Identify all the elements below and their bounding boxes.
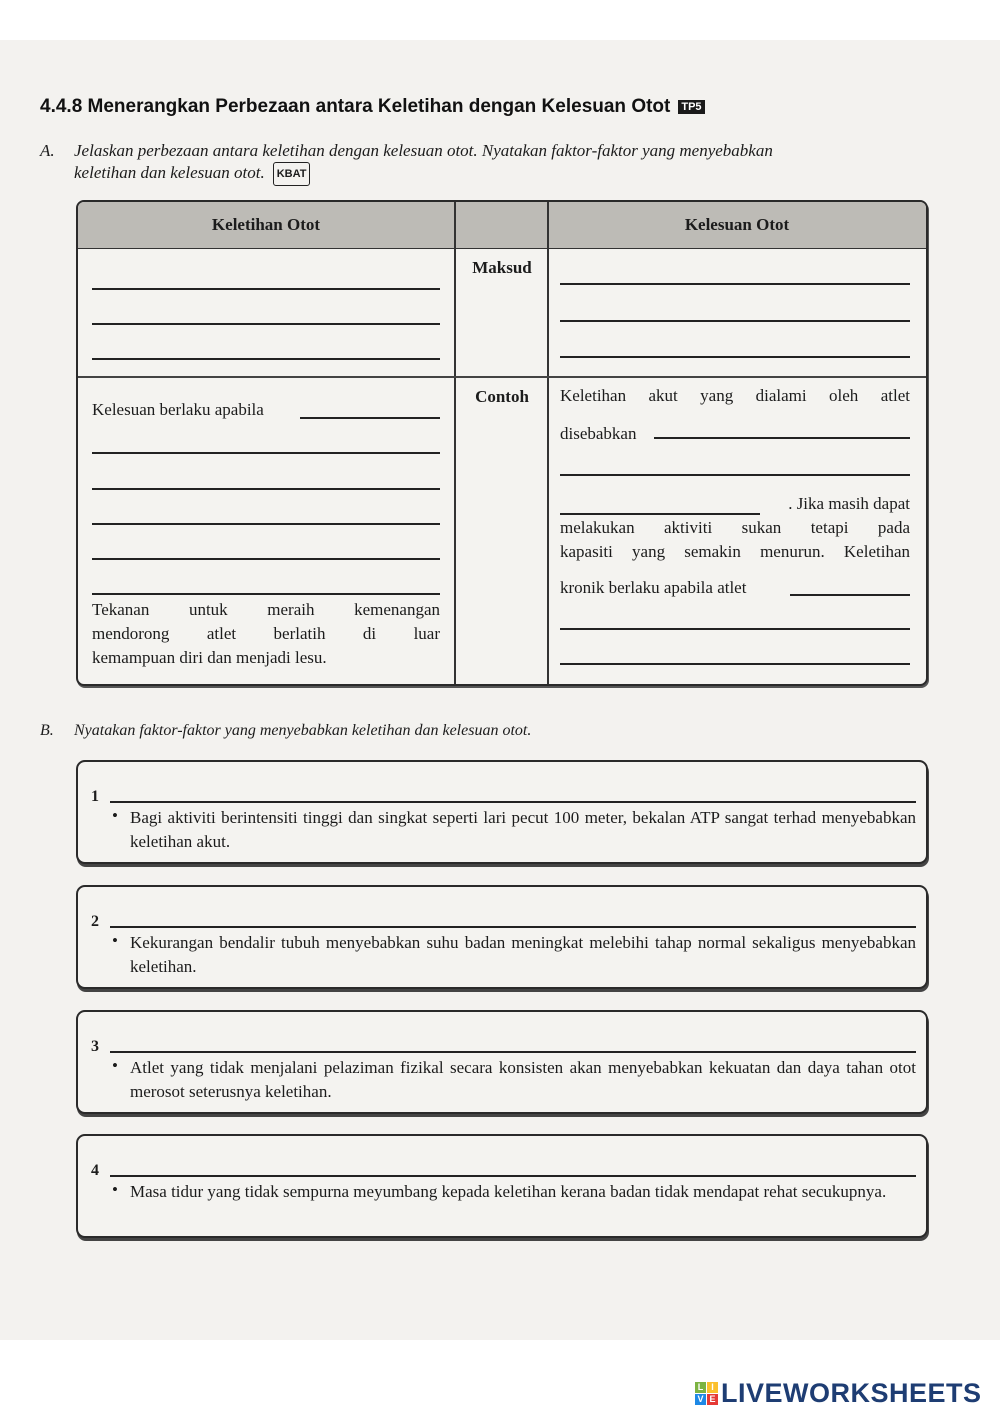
factor-box-3: [76, 1010, 928, 1114]
answer-line-maksud-keletihan-1[interactable]: [92, 288, 440, 290]
bullet-icon: •: [112, 1180, 118, 1199]
factor-number: 4: [91, 1162, 99, 1179]
answer-line-maksud-kelesuan-1[interactable]: [560, 283, 910, 285]
factor-hint: Bagi aktiviti berintensiti tinggi dan singkat seperti lari pecut 100 meter, bekalan ATP sangat terhad menyebabkan keletihan akut.: [130, 808, 916, 851]
factor-hint: Atlet yang tidak menjalani pelaziman fizikal secara konsisten akan menyebabkan kekuatan dan daya tahan otot merosot seterusnya keletihan.: [130, 1058, 916, 1101]
keletihan-text-3: . Jika masih dapat: [788, 494, 910, 513]
row-label-contoh: Contoh: [475, 387, 529, 406]
factor-box-1: [76, 760, 928, 864]
answer-line-kelesuan-3[interactable]: [92, 488, 440, 490]
answer-line-factor-1[interactable]: [110, 801, 916, 803]
answer-line-maksud-keletihan-3[interactable]: [92, 358, 440, 360]
answer-line-maksud-kelesuan-3[interactable]: [560, 356, 910, 358]
section-b-instruction: [40, 722, 531, 740]
section-b-label: B.: [40, 722, 54, 739]
kelesuan-example-2: mendorong atlet berlatih di luar: [92, 624, 440, 643]
keletihan-text-4: melakukan aktiviti sukan tetapi pada: [560, 518, 910, 537]
header-kelesuan-otot: Kelesuan Otot: [684, 215, 790, 234]
answer-line-factor-3[interactable]: [110, 1051, 916, 1053]
factor-hint: Kekurangan bendalir tubuh menyebabkan suhu badan meningkat melebihi tahap normal sekaligus menyebabkan keletihan.: [130, 933, 916, 976]
header-keletihan-otot: Keletihan Otot: [211, 215, 321, 234]
section-a-text-1: Jelaskan perbezaan antara keletihan dengan kelesuan otot. Nyatakan faktor-faktor yang menyebabkan: [74, 141, 773, 160]
keletihan-text-6: kronik berlaku apabila atlet: [560, 578, 747, 597]
keletihan-text-1: Keletihan akut yang dialami oleh atlet: [560, 386, 910, 405]
kelesuan-example-3: kemampuan diri dan menjadi lesu.: [92, 648, 327, 667]
factor-box-4: [76, 1134, 928, 1238]
factor-hint: Masa tidur yang tidak sempurna meyumbang kepada keletihan kerana badan tidak mendapat rehat secukupnya.: [130, 1182, 887, 1201]
answer-line-keletihan-6[interactable]: [560, 663, 910, 665]
worksheet-title: [40, 96, 705, 118]
answer-line-kelesuan-5[interactable]: [92, 558, 440, 560]
keletihan-text-2: disebabkan: [560, 424, 637, 443]
answer-line-keletihan-2[interactable]: [560, 474, 910, 476]
factor-number: 2: [91, 913, 99, 930]
bullet-icon: •: [112, 931, 118, 950]
answer-line-keletihan-4[interactable]: [790, 594, 910, 596]
title-text: 4.4.8 Menerangkan Perbezaan antara Keletihan dengan Kelesuan Otot: [40, 96, 671, 117]
kelesuan-example-1: Tekanan untuk meraih kemenangan: [92, 600, 440, 619]
factor-number: 1: [91, 788, 99, 805]
answer-line-keletihan-1[interactable]: [654, 437, 910, 439]
liveworksheets-logo[interactable]: [695, 1378, 982, 1408]
answer-line-factor-2[interactable]: [110, 926, 916, 928]
row-label-maksud: Maksud: [472, 258, 532, 277]
keletihan-text-5: kapasiti yang semakin menurun. Keletihan: [560, 542, 910, 561]
answer-line-kelesuan-1[interactable]: [300, 417, 440, 419]
section-b-text: Nyatakan faktor-faktor yang menyebabkan keletihan dan kelesuan otot.: [74, 722, 532, 739]
answer-line-maksud-keletihan-2[interactable]: [92, 323, 440, 325]
answer-line-factor-4[interactable]: [110, 1175, 916, 1177]
answer-line-kelesuan-6[interactable]: [92, 593, 440, 595]
section-a-label: A.: [40, 141, 55, 160]
logo-text: LIVEWORKSHEETS: [721, 1377, 982, 1408]
live-blocks-icon: L I V E: [695, 1382, 718, 1405]
section-a-instruction: [40, 140, 925, 186]
factor-number: 3: [91, 1038, 99, 1055]
kbat-badge: KBAT: [273, 162, 311, 186]
factor-box-2: [76, 885, 928, 989]
answer-line-keletihan-5[interactable]: [560, 628, 910, 630]
answer-line-kelesuan-4[interactable]: [92, 523, 440, 525]
tp5-badge: TP5: [678, 100, 704, 114]
bullet-icon: •: [112, 806, 118, 825]
answer-line-maksud-kelesuan-2[interactable]: [560, 320, 910, 322]
bullet-icon: •: [112, 1056, 118, 1075]
answer-line-kelesuan-2[interactable]: [92, 452, 440, 454]
kelesuan-prompt: Kelesuan berlaku apabila: [92, 400, 264, 419]
answer-line-keletihan-3[interactable]: [560, 513, 760, 515]
row-divider: [78, 376, 926, 378]
comparison-table: [76, 200, 928, 686]
section-a-text-2: keletihan dan kelesuan otot.: [74, 163, 265, 182]
